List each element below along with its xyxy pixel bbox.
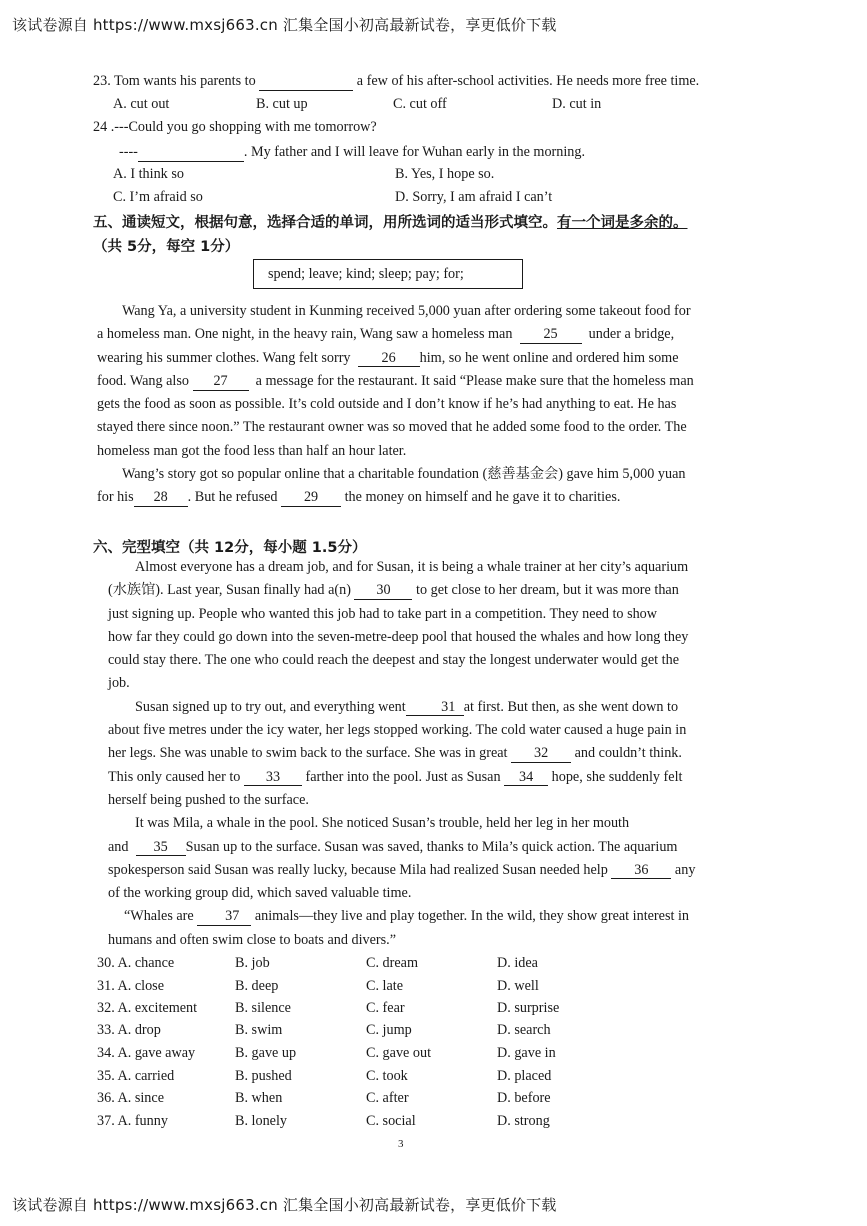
s6-p4-line-1 [108, 905, 721, 928]
s5-l9c: the money on himself and he gave it to charities. [344, 489, 621, 506]
blank-35: 35 [136, 840, 186, 857]
q36-option-a: 36. A. since [97, 1090, 164, 1106]
s5-line-7: homeless man got the food less than half an hour later. [97, 442, 407, 459]
s6-p3-l3a: spokesperson said Susan was really lucky, because Mila had realized Susan needed help [108, 861, 608, 878]
blank-31: 31 [406, 700, 464, 717]
q24-reply-rest: . My father and I will leave for Wuhan early in the morning. [243, 144, 586, 160]
q30-option-a: 30. A. chance [97, 955, 175, 971]
s6-p2-l4c: hope, she suddenly felt [551, 768, 683, 785]
source-banner-top: 该试卷源自 https://www.mxsj663.cn 汇集全国小初高最新试卷，享更低价下载 [12, 16, 557, 34]
s6-p3-line-2 [108, 836, 721, 859]
s5-line-2 [97, 323, 724, 346]
s6-p4-l1a: “Whales are [124, 908, 194, 925]
q34-option-c: C. gave out [366, 1045, 432, 1061]
question-24-reply [119, 144, 585, 162]
q31-option-a: 31. A. close [97, 978, 164, 994]
s5-line-5: gets the food as soon as possible. It’s cold outside and I don’t know if he’s had anything to eat. He has [97, 396, 677, 413]
blank-34: 34 [504, 770, 548, 787]
q24-answer-blank [138, 145, 244, 162]
blank-32: 32 [511, 746, 571, 763]
q32-option-b: B. silence [235, 1000, 291, 1016]
q31-option-d: D. well [497, 978, 539, 994]
q23-answer-blank [259, 74, 353, 91]
blank-26: 26 [358, 351, 420, 368]
s6-p3-line-4: of the working group did, which saved valuable time. [108, 885, 412, 902]
s5-l2a: a homeless man. One night, in the heavy rain, Wang saw a homeless man [97, 326, 513, 343]
q36-option-b: B. when [235, 1090, 283, 1106]
q31-option-c: C. late [366, 978, 404, 994]
q37-option-d: D. strong [497, 1113, 550, 1129]
section-6-passage [108, 556, 721, 952]
q37-option-c: C. social [366, 1113, 416, 1129]
s6-p3-line-1: It was Mila, a whale in the pool. She noticed Susan’s trouble, held her leg in her mouth [135, 815, 630, 832]
s6-p1-line-2 [108, 579, 721, 602]
q30-option-c: C. dream [366, 955, 419, 971]
page-number: 3 [398, 1138, 404, 1150]
s6-p3-l2a: and [108, 838, 129, 855]
s5-line-3 [97, 347, 724, 370]
s5-l3b: him, so he went online and ordered him some [419, 349, 679, 366]
s6-p1-l2a: (水族馆). Last year, Susan finally had a(n) [108, 582, 351, 599]
q23-option-a: A. cut out [113, 96, 170, 112]
s6-p1-line-1: Almost everyone has a dream job, and for Susan, it is being a whale trainer at her city’s aquarium [135, 559, 689, 575]
s6-p1-line-6: job. [108, 675, 130, 692]
q35-option-d: D. placed [497, 1068, 552, 1084]
s6-p2-l4b: farther into the pool. Just as Susan [305, 768, 501, 785]
q32-option-c: C. fear [366, 1000, 405, 1016]
q37-option-a: 37. A. funny [97, 1113, 168, 1129]
q24-option-c: C. I’m afraid so [113, 189, 203, 205]
q36-option-c: C. after [366, 1090, 409, 1106]
s6-p1-line-4: how far they could go down into the seven-metre-deep pool that housed the whales and how long they [108, 628, 689, 645]
s6-p2-l4a: This only caused her to [108, 768, 241, 785]
s6-p2-line-4 [108, 766, 721, 789]
s6-p2-l3a: her legs. She was unable to swim back to the surface. She was in great [108, 745, 508, 762]
s6-p3-l2b: Susan up to the surface. Susan was saved, thanks to Mila’s quick action. The aquarium [185, 838, 678, 855]
s6-p2-line-1 [108, 696, 721, 719]
section-5-instructions: 五、通读短文，根据句意，选择合适的单词，用所选词的适当形式填空。 [93, 215, 557, 231]
s6-p3-l3b: any [674, 861, 696, 878]
q24-reply-prefix: ---- [119, 144, 138, 160]
q36-option-d: D. before [497, 1090, 551, 1106]
q34-option-a: 34. A. gave away [97, 1045, 196, 1061]
s6-p4-l1b: animals—they live and play together. In the wild, they show great interest in [254, 908, 689, 925]
s5-line-4 [97, 370, 724, 393]
q23-stem-b: a few of his after-school activities. He needs more free time. [356, 73, 700, 89]
s5-l4a: food. Wang also [97, 372, 189, 389]
q23-option-b: B. cut up [256, 96, 308, 112]
s5-line-1: Wang Ya, a university student in Kunming received 5,000 yuan after ordering some takeout food for [122, 303, 691, 319]
q30-option-d: D. idea [497, 955, 538, 971]
section-5-heading [93, 211, 688, 232]
s5-l9b: . But he refused [187, 489, 278, 506]
q34-option-b: B. gave up [235, 1045, 297, 1061]
s6-p2-line-2: about five metres under the icy water, her legs stopped working. The cold water caused a huge pain in [108, 722, 687, 739]
s5-line-8: Wang’s story got so popular online that a charitable foundation (慈善基金会) gave him 5,000 yuan [122, 466, 686, 483]
word-bank-box [253, 259, 523, 289]
blank-33: 33 [244, 770, 302, 787]
blank-36: 36 [611, 863, 671, 880]
q37-option-b: B. lonely [235, 1113, 288, 1129]
q24-option-b: B. Yes, I hope so. [395, 166, 495, 182]
question-23-stem [93, 73, 699, 91]
s6-p3-line-3 [108, 859, 721, 882]
s6-p1-l2b: to get close to her dream, but it was more than [416, 582, 679, 599]
q33-option-c: C. jump [366, 1022, 412, 1038]
s6-p1-line-5: could stay there. The one who could reach the deepest and stay the longest underwater would get the [108, 652, 679, 669]
source-banner-bottom: 该试卷源自 https://www.mxsj663.cn 汇集全国小初高最新试卷，享更低价下载 [12, 1196, 557, 1214]
blank-25: 25 [520, 327, 582, 344]
section-5-note: 有一个词是多余的。 [557, 215, 688, 231]
s6-p2-line-3 [108, 742, 721, 765]
section-5-passage [97, 300, 724, 510]
q30-option-b: B. job [235, 955, 270, 971]
q35-option-a: 35. A. carried [97, 1068, 175, 1084]
q32-option-d: D. surprise [497, 1000, 560, 1016]
s6-p2-line-5: herself being pushed to the surface. [108, 791, 309, 808]
section-6-heading: 六、完型填空（共 12分，每小题 1.5分） [93, 540, 367, 556]
s5-l3a: wearing his summer clothes. Wang felt sorry [97, 349, 351, 366]
q34-option-d: D. gave in [497, 1045, 556, 1061]
q23-option-c: C. cut off [393, 96, 447, 112]
q32-option-a: 32. A. excitement [97, 1000, 198, 1016]
s5-l2b: under a bridge, [588, 326, 675, 343]
q33-option-d: D. search [497, 1022, 551, 1038]
q33-option-a: 33. A. drop [97, 1022, 161, 1038]
s6-p4-line-2: humans and often swim close to boats and divers.” [108, 931, 397, 948]
q24-option-a: A. I think so [113, 166, 184, 182]
s6-p2-l1a: Susan signed up to try out, and everything went [135, 698, 406, 715]
blank-27: 27 [193, 374, 249, 391]
s6-p2-l1b: at first. But then, as she went down to [463, 698, 679, 715]
q31-option-b: B. deep [235, 978, 279, 994]
s6-p1-line-3: just signing up. People who wanted this job had to take part in a competition. They need to show [108, 605, 658, 622]
blank-37: 37 [197, 909, 251, 926]
blank-28: 28 [134, 490, 188, 507]
s5-line-6: stayed there since noon.” The restaurant owner was so moved that he added some food to the order. The [97, 419, 687, 436]
blank-29: 29 [281, 490, 341, 507]
q23-option-d: D. cut in [552, 96, 602, 112]
word-bank: spend; leave; kind; sleep; pay; for; [268, 266, 464, 282]
q24-option-d: D. Sorry, I am afraid I can’t [395, 189, 553, 205]
s5-line-9 [97, 486, 724, 509]
q35-option-b: B. pushed [235, 1068, 292, 1084]
q33-option-b: B. swim [235, 1022, 283, 1038]
q35-option-c: C. took [366, 1068, 408, 1084]
q23-stem-a: 23. Tom wants his parents to [93, 73, 256, 89]
section-5-score: （共 5分，每空 1分） [93, 239, 240, 255]
s6-p2-l3b: and couldn’t think. [574, 745, 682, 762]
s5-l9a: for his [97, 489, 134, 506]
blank-30: 30 [354, 583, 412, 600]
s5-l4b: a message for the restaurant. It said “Please make sure that the homeless man [255, 372, 694, 389]
question-24-stem: 24 .---Could you go shopping with me tomorrow? [93, 119, 377, 135]
